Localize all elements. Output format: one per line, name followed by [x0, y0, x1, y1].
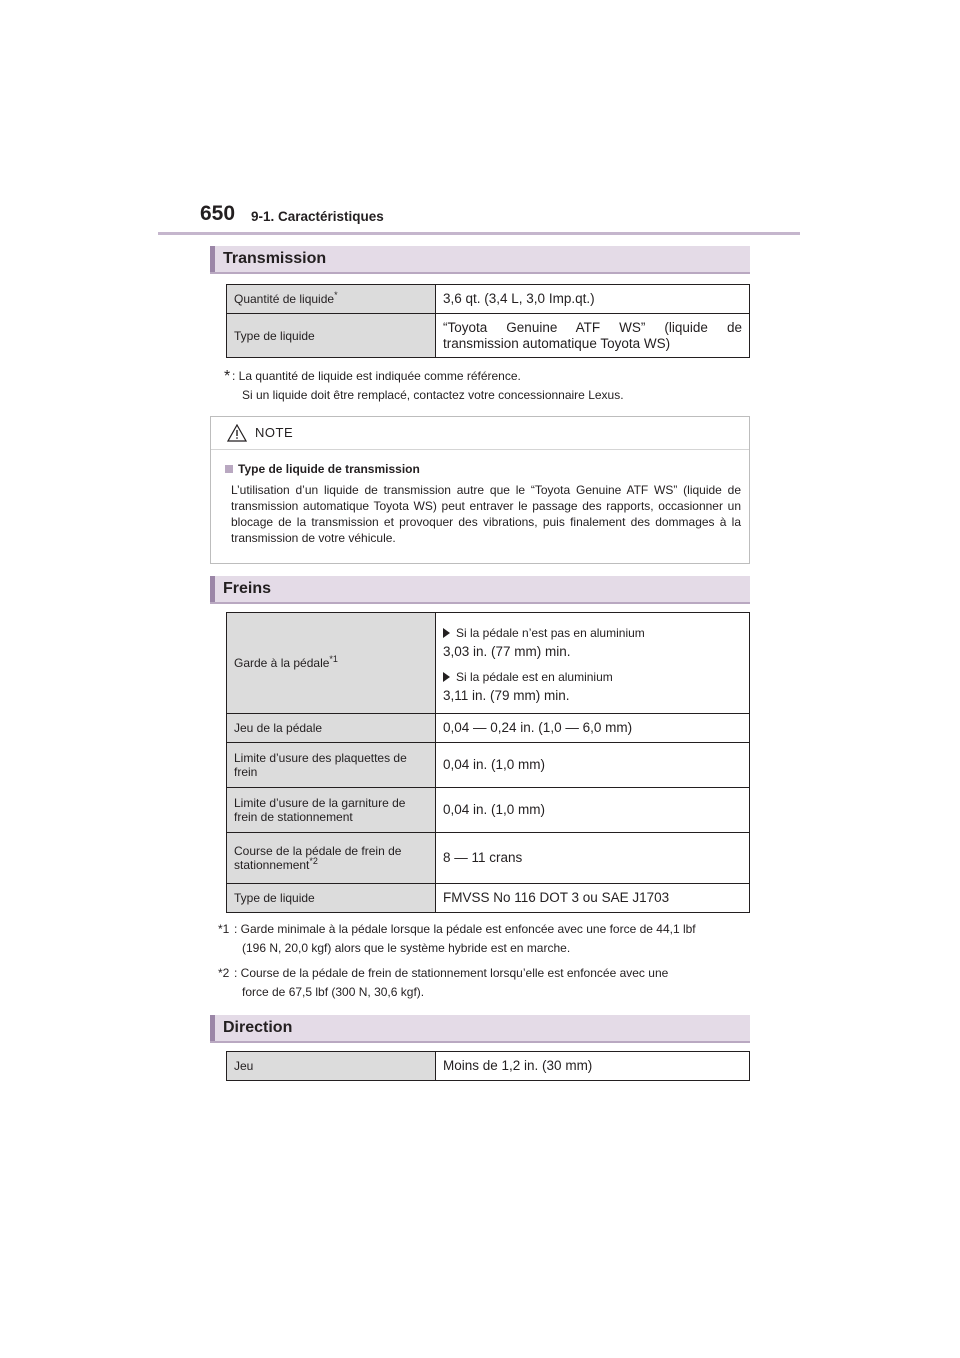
footnote — [218, 920, 758, 960]
spec-value: 0,04 in. (1,0 mm) — [436, 743, 750, 788]
spec-value: Moins de 1,2 in. (30 mm) — [436, 1052, 750, 1081]
note-label: NOTE — [255, 425, 294, 440]
option-label: Si la pédale est en aluminium — [443, 669, 742, 685]
note-body: L’utilisation d’un liquide de transmission autre que le “Toyota Genuine ATF WS” (liquide de transmission automatique Toyota WS) peut entraver le passage des rapports, occasionner un blocage de la transmission et provoquer des vibrations, puis finalement des dommages à la transmission de votre véhicule. — [231, 483, 741, 545]
spec-label: Jeu de la pédale — [227, 714, 436, 743]
spec-value: 8 — 11 crans — [436, 833, 750, 884]
spec-label: Quantité de liquide* — [227, 285, 436, 314]
spec-label: Course de la pédale de frein de stationnement$^{*2}$ — [227, 833, 436, 884]
footnote-mark: * — [224, 368, 231, 385]
page-header — [200, 202, 800, 234]
spec-label: Jeu — [227, 1052, 436, 1081]
spec-value: “Toyota Genuine ATF WS” (liquide de transmission automatique Toyota WS) — [436, 314, 750, 358]
table-row — [227, 788, 750, 833]
warning-triangle-icon — [227, 424, 247, 442]
section-marker — [210, 576, 215, 602]
footnote — [218, 964, 758, 1004]
divider — [211, 449, 749, 450]
spec-label: Limite d’usure de la garniture de frein de stationnement — [227, 788, 436, 833]
table-row — [227, 833, 750, 884]
spec-label: Garde à la pédale$^{*1}$ — [227, 613, 436, 714]
table-row — [227, 285, 750, 314]
footnote-text: force de 67,5 lbf (300 N, 30,6 kgf). — [242, 985, 425, 999]
option-value: 3,11 in. (79 mm) min. — [443, 688, 570, 703]
page-number: 650 — [200, 202, 236, 225]
spec-label: Limite d’usure des plaquettes de frein — [227, 743, 436, 788]
section-title: Freins — [223, 580, 272, 597]
footnote-text: Si un liquide doit être remplacé, contactez votre concessionnaire Lexus. — [242, 388, 624, 402]
table-row — [227, 884, 750, 913]
option-value: 3,03 in. (77 mm) min. — [443, 644, 571, 659]
footnote-mark: *1 — [218, 922, 230, 936]
table-row — [227, 314, 750, 358]
triangle-bullet-icon — [443, 672, 450, 682]
footnote-text: : Course de la pédale de frein de stationnement lorsqu’elle est enfoncée avec une — [234, 966, 669, 980]
note-box — [210, 416, 750, 564]
footnote-text: (196 N, 20,0 kgf) alors que le système hybride est en marche. — [242, 941, 571, 955]
header-divider — [158, 232, 800, 235]
triangle-bullet-icon — [443, 628, 450, 638]
spec-value: FMVSS No 116 DOT 3 ou SAE J1703 — [436, 884, 750, 913]
section-title: Transmission — [223, 250, 327, 267]
spec-value — [436, 613, 750, 714]
spec-value: 3,6 qt. (3,4 L, 3,0 Imp.qt.) — [436, 285, 750, 314]
table-row — [227, 1052, 750, 1081]
note-title: Type de liquide de transmission — [225, 462, 420, 476]
table-row — [227, 743, 750, 788]
chapter-title: 9-1. Caractéristiques — [251, 209, 384, 224]
footnote-mark: *2 — [218, 966, 230, 980]
table-row — [227, 714, 750, 743]
square-bullet-icon — [225, 465, 233, 473]
section-title: Direction — [223, 1019, 293, 1036]
footnote-text: : La quantité de liquide est indiquée comme référence. — [232, 369, 521, 383]
section-marker — [210, 1015, 215, 1041]
transmission-spec-table — [226, 284, 750, 358]
table-row — [227, 613, 750, 714]
section-header-direction — [210, 1015, 750, 1043]
spec-label: Type de liquide — [227, 314, 436, 358]
section-marker — [210, 246, 215, 272]
freins-spec-table — [226, 612, 750, 913]
footnote-text: : Garde minimale à la pédale lorsque la pédale est enfoncée avec une force de 44,1 lbf — [234, 922, 696, 936]
spec-label: Type de liquide — [227, 884, 436, 913]
spec-value: 0,04 — 0,24 in. (1,0 — 6,0 mm) — [436, 714, 750, 743]
option-label: Si la pédale n’est pas en aluminium — [443, 625, 742, 641]
footnote — [224, 367, 754, 407]
section-header-transmission — [210, 246, 750, 274]
spec-value: 0,04 in. (1,0 mm) — [436, 788, 750, 833]
section-header-freins — [210, 576, 750, 604]
direction-spec-table — [226, 1051, 750, 1081]
